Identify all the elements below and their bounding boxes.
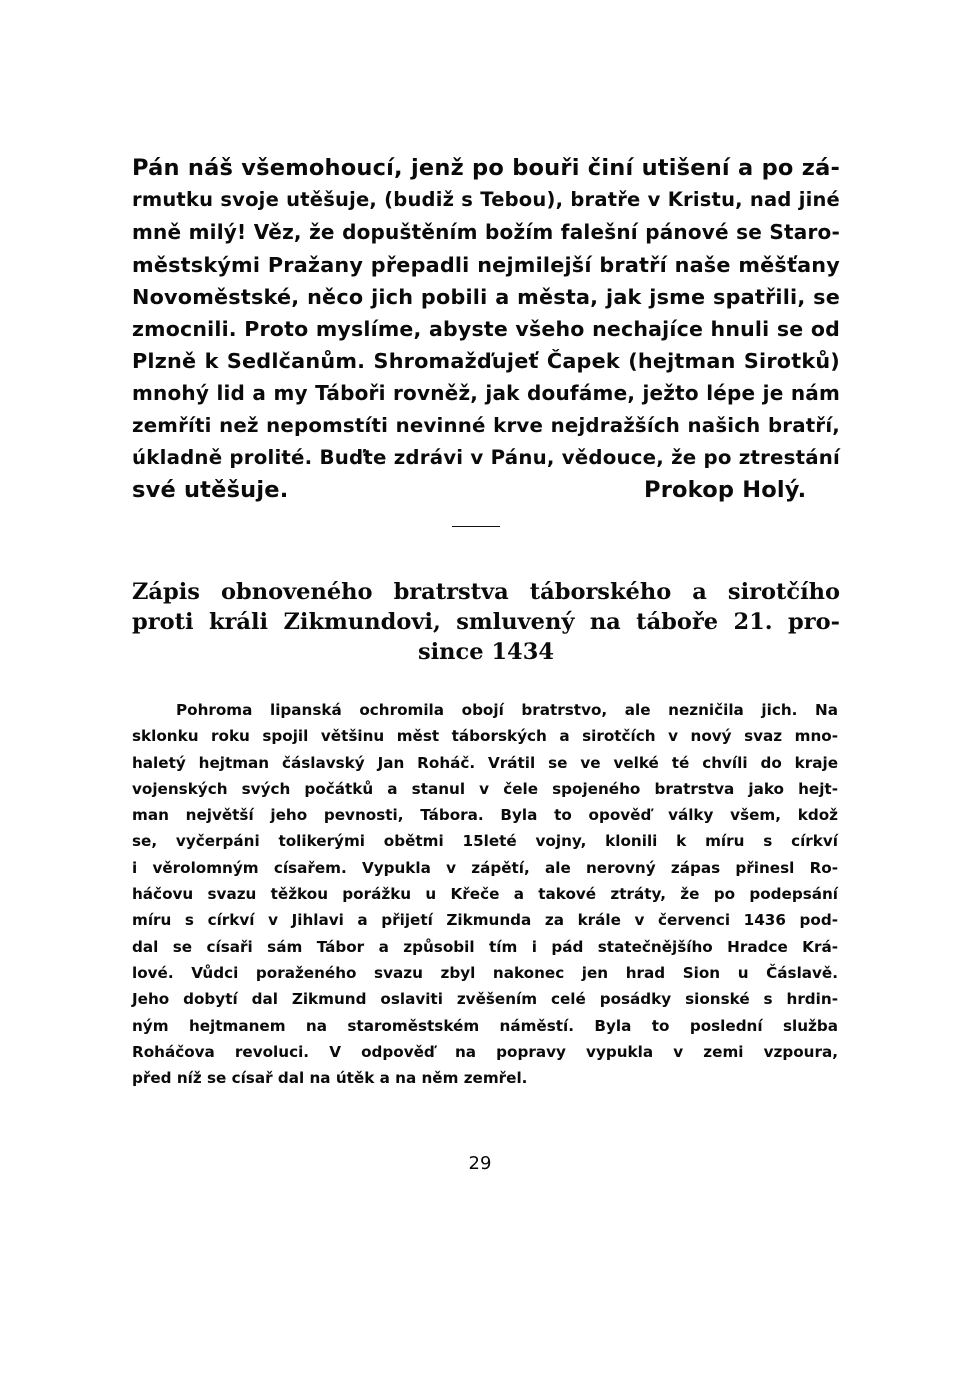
letter-line: Plzně k Sedlčanům. Shromažďujeť Čapek (hejtman Sirotků) — [132, 349, 840, 374]
letter-last-line — [132, 474, 840, 506]
letter-text — [132, 152, 840, 506]
body-line: i věrolomným císařem. Vypukla v zápětí, ale nerovný zápas přinesl Ro- — [132, 858, 838, 877]
body-line: Pohroma lipanská ochromila obojí bratrstvo, ale nezničila jich. Na — [176, 701, 838, 719]
page-number: 29 — [468, 1153, 492, 1174]
letter-line: městskými Pražany přepadli nejmilejší bratří naše měšťany — [132, 252, 840, 277]
body-line: Jeho dobytí dal Zikmund oslaviti zvěšením celé posádky sionské s hrdin- — [132, 990, 838, 1009]
body-line: Roháčova revoluci. V odpověď na popravy vypukla v zemi vzpoura, — [132, 1042, 838, 1061]
section-title-line: since 1434 — [417, 639, 555, 665]
body-line: sklonku roku spojil většinu měst táborských a sirotčích v nový svaz mno- — [132, 727, 838, 746]
letter-line: mně milý! Věz, že dopuštěním božím falešní pánové se Staro- — [132, 220, 840, 245]
body-line: vojenských svých počátků a stanul v čele spojeného bratrstva jako hejt- — [132, 779, 838, 798]
letter-line: Pán náš všemohoucí, jenž po bouři činí utišení a po zá- — [132, 155, 840, 181]
body-line: před níž se císař dal na útěk a na něm zemřel. — [132, 1069, 528, 1088]
letter-line: zemříti než nepomstíti nevinné krve nejdražších našich bratří, — [132, 413, 840, 437]
body-line: míru s církví v Jihlavi a přijetí Zikmunda za krále v červenci 1436 pod- — [132, 911, 838, 930]
body-line: haletý hejtman čáslavský Jan Roháč. Vrátil se ve velké té chvíli do kraje — [132, 753, 838, 772]
body-line: ným hejtmanem na staroměstském náměstí. Byla to poslední služba — [132, 1016, 838, 1035]
body-line: se, vyčerpáni tolikerými obětmi 15leté vojny, klonili k míru s církví — [132, 832, 838, 851]
letter-line: mnohý lid a my Táboři rovněž, jak doufáme, ježto lépe je nám — [132, 381, 840, 406]
letter-line: rmutku svoje utěšuje, (budiž s Tebou), bratře v Kristu, nad jiné — [132, 188, 840, 212]
letter-line: zmocnili. Proto myslíme, abyste všeho nechajíce hnuli se od — [132, 317, 840, 342]
letter-signature: Prokop Holý. — [644, 477, 807, 504]
body-line: dal se císaři sám Tábor a způsobil tím i pád statečnějšího Hradce Krá- — [132, 937, 838, 956]
section-title-line: Zápis obnoveného bratrstva táborského a sirotčího — [132, 579, 840, 605]
section-body — [132, 697, 838, 1091]
letter-line: Novoměstské, něco jich pobili a města, jak jsme spatřili, se — [132, 284, 840, 309]
letter-closing: své utěšuje. — [132, 477, 289, 504]
section-title-line: proti králi Zikmundovi, smluvený na táboře 21. pro- — [132, 609, 840, 635]
body-line: lové. Vůdci poraženého svazu zbyl nakonec jen hrad Sion u Čáslavě. — [132, 963, 838, 982]
body-line: háčovu svazu těžkou porážku u Křeče a takové ztráty, že po podepsání — [132, 885, 838, 904]
section-title — [132, 577, 840, 667]
section-divider — [452, 526, 500, 527]
body-line: man největší jeho pevnosti, Tábora. Byla to opověď války všem, kdož — [132, 806, 838, 825]
letter-line: úkladně prolité. Buďte zdrávi v Pánu, vědouce, že po ztrestání — [132, 445, 840, 469]
